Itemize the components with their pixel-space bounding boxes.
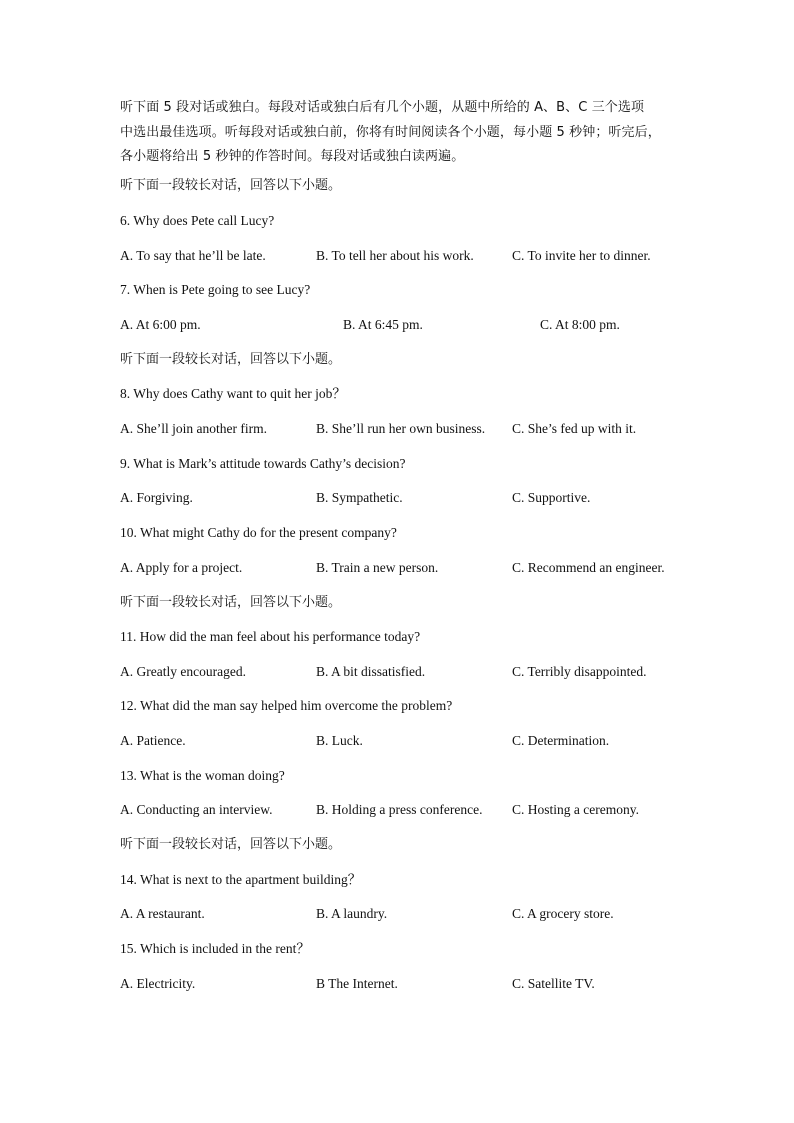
option-a: A. Apply for a project. <box>120 560 243 575</box>
option-c: C. Hosting a ceremony. <box>512 802 639 817</box>
option-b: B The Internet. <box>316 976 398 991</box>
instructions-line: 各小题将给出 5 秒钟的作答时间。每段对话或独白读两遍。 <box>120 149 465 164</box>
option-a: A. A restaurant. <box>120 906 205 921</box>
section-heading: 听下面一段较长对话，回答以下小题。 <box>120 352 342 367</box>
option-b: B. She’ll run her own business. <box>316 421 486 436</box>
question-12: 12. What did the man say helped him overcome the problem? <box>120 698 453 713</box>
question-14: 14. What is next to the apartment building？ <box>120 872 362 887</box>
option-b: B. Luck. <box>316 733 363 748</box>
option-b: B. A bit dissatisfied. <box>316 664 426 679</box>
option-c: C. She’s fed up with it. <box>512 421 637 436</box>
option-b: B. To tell her about his work. <box>316 248 474 263</box>
option-a: A. To say that he’ll be late. <box>120 248 266 263</box>
option-a: A. She’ll join another firm. <box>120 421 267 436</box>
option-c: C. Satellite TV. <box>512 976 595 991</box>
option-c: C. Terribly disappointed. <box>512 664 647 679</box>
question-15: 15. Which is included in the rent？ <box>120 941 310 956</box>
option-c: C. Supportive. <box>512 490 591 505</box>
section-heading: 听下面一段较长对话，回答以下小题。 <box>120 837 342 852</box>
instructions-line: 听下面 5 段对话或独白。每段对话或独白后有几个小题，从题中所给的 A、B、C 三个选项 <box>120 100 645 115</box>
question-10: 10. What might Cathy do for the present company? <box>120 525 397 540</box>
question-9: 9. What is Mark’s attitude towards Cathy’s decision? <box>120 456 406 471</box>
option-a: A. At 6:00 pm. <box>120 317 201 332</box>
option-b: B. At 6:45 pm. <box>343 317 423 332</box>
question-6: 6. Why does Pete call Lucy? <box>120 213 275 228</box>
option-c: C. Determination. <box>512 733 610 748</box>
question-7: 7. When is Pete going to see Lucy? <box>120 282 311 297</box>
option-a: A. Conducting an interview. <box>120 802 273 817</box>
question-11: 11. How did the man feel about his performance today? <box>120 629 421 644</box>
section-heading: 听下面一段较长对话，回答以下小题。 <box>120 178 342 193</box>
question-13: 13. What is the woman doing? <box>120 768 285 783</box>
option-b: B. Train a new person. <box>316 560 439 575</box>
option-a: A. Patience. <box>120 733 186 748</box>
question-8: 8. Why does Cathy want to quit her job？ <box>120 386 346 401</box>
option-a: A. Forgiving. <box>120 490 193 505</box>
section-heading: 听下面一段较长对话，回答以下小题。 <box>120 595 342 610</box>
option-c: C. A grocery store. <box>512 906 614 921</box>
instructions-line: 中选出最佳选项。听每段对话或独白前，你将有时间阅读各个小题，每小题 5 秒钟；听完后， <box>120 124 661 140</box>
option-c: C. Recommend an engineer. <box>512 560 665 575</box>
option-c: C. To invite her to dinner. <box>512 248 651 263</box>
option-b: B. Sympathetic. <box>316 490 403 505</box>
option-c: C. At 8:00 pm. <box>540 317 620 332</box>
option-b: B. A laundry. <box>316 906 388 921</box>
instructions <box>120 96 700 170</box>
option-b: B. Holding a press conference. <box>316 802 483 817</box>
option-a: A. Greatly encouraged. <box>120 664 246 679</box>
option-a: A. Electricity. <box>120 976 196 991</box>
